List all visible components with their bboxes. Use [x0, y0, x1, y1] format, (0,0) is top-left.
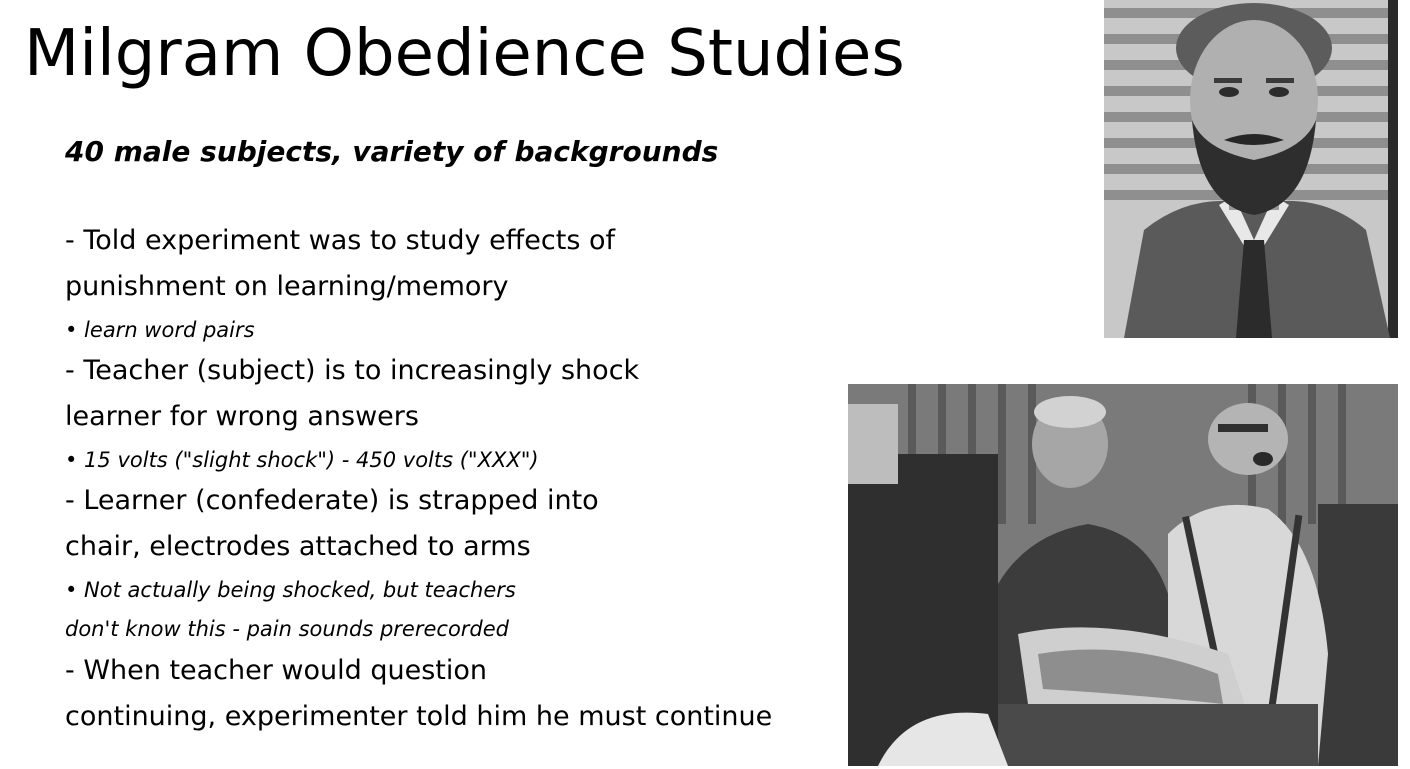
- bullet-line: punishment on learning/memory: [65, 271, 509, 302]
- bullet-line: continuing, experimenter told him he must continue: [65, 701, 773, 732]
- bullet-line: learner for wrong answers: [65, 401, 419, 432]
- portrait-photo: [1104, 0, 1398, 338]
- sub-bullet-line: • Not actually being shocked, but teachers: [65, 578, 516, 602]
- slide-subtitle: 40 male subjects, variety of backgrounds: [65, 135, 719, 168]
- sub-bullet-line: don't know this - pain sounds prerecorded: [65, 617, 510, 641]
- sub-bullet-line: • 15 volts ("slight shock") - 450 volts ("XXX"): [65, 448, 539, 472]
- sub-bullet-line: • learn word pairs: [65, 318, 255, 342]
- bullet-line: chair, electrodes attached to arms: [65, 531, 531, 562]
- bullet-line: - Teacher (subject) is to increasingly shock: [65, 355, 640, 386]
- bullet-line: - When teacher would question: [65, 655, 488, 686]
- slide-title: Milgram Obedience Studies: [24, 17, 905, 91]
- experiment-photo: [848, 384, 1398, 766]
- bullet-line: - Learner (confederate) is strapped into: [65, 485, 599, 516]
- bullet-line: - Told experiment was to study effects of: [65, 225, 615, 256]
